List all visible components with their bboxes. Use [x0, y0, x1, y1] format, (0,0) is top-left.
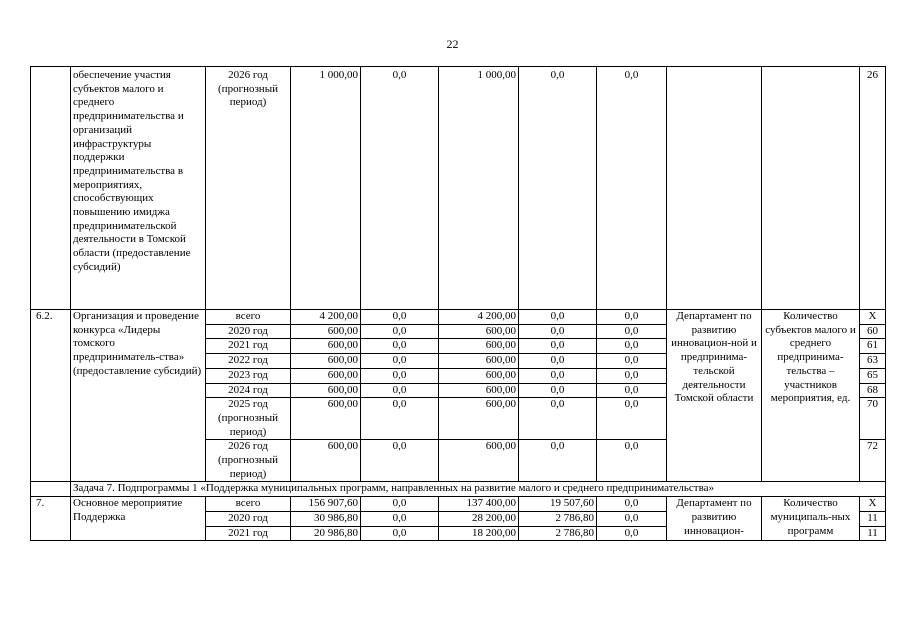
executor-cell: Департамент по развитию инновацион-: [667, 497, 762, 541]
local-cell: 0,0: [519, 67, 597, 310]
regional-cell: 600,00: [439, 339, 519, 354]
item-number-cell: 6.2.: [31, 310, 71, 482]
year-cell: 2026 год (прогнозный период): [206, 67, 291, 310]
extrabudget-cell: 0,0: [597, 398, 667, 440]
table-row: [31, 67, 886, 310]
local-cell: 0,0: [519, 440, 597, 482]
total-cell: 600,00: [291, 339, 361, 354]
regional-cell: 600,00: [439, 398, 519, 440]
indicator-value-cell: 11: [860, 526, 886, 541]
local-cell: 19 507,60: [519, 497, 597, 512]
year-cell: всего: [206, 497, 291, 512]
indicator-value-cell: X: [860, 310, 886, 325]
extrabudget-cell: 0,0: [597, 354, 667, 369]
total-cell: 30 986,80: [291, 511, 361, 526]
regional-cell: 18 200,00: [439, 526, 519, 541]
total-cell: 600,00: [291, 440, 361, 482]
extrabudget-cell: 0,0: [597, 497, 667, 512]
local-cell: 0,0: [519, 339, 597, 354]
page-number: 22: [446, 37, 459, 51]
indicator-value-cell: 63: [860, 354, 886, 369]
federal-cell: 0,0: [361, 526, 439, 541]
extrabudget-cell: 0,0: [597, 324, 667, 339]
federal-cell: 0,0: [361, 310, 439, 325]
regional-cell: 28 200,00: [439, 511, 519, 526]
item-name-cell: Организация и проведение конкурса «Лидеры томского предприниматель-ства» (предоставление субсидий): [71, 310, 206, 482]
year-cell: 2021 год: [206, 339, 291, 354]
federal-cell: 0,0: [361, 354, 439, 369]
regional-cell: 600,00: [439, 368, 519, 383]
local-cell: 0,0: [519, 310, 597, 325]
total-cell: 156 907,60: [291, 497, 361, 512]
item-name-cell: Основное мероприятие Поддержка: [71, 497, 206, 541]
indicator-cell: Количество муниципаль-ных программ: [762, 497, 860, 541]
extrabudget-cell: 0,0: [597, 368, 667, 383]
regional-cell: 600,00: [439, 383, 519, 398]
year-cell: 2021 год: [206, 526, 291, 541]
task-heading-cell: [31, 482, 71, 497]
regional-cell: 4 200,00: [439, 310, 519, 325]
regional-cell: 1 000,00: [439, 67, 519, 310]
regional-cell: 600,00: [439, 324, 519, 339]
federal-cell: 0,0: [361, 324, 439, 339]
total-cell: 600,00: [291, 354, 361, 369]
extrabudget-cell: 0,0: [597, 339, 667, 354]
federal-cell: 0,0: [361, 398, 439, 440]
local-cell: 0,0: [519, 368, 597, 383]
local-cell: 2 786,80: [519, 526, 597, 541]
table-row: [31, 310, 886, 325]
table-row: [31, 482, 886, 497]
indicator-value-cell: X: [860, 497, 886, 512]
indicator-value-cell: 26: [860, 67, 886, 310]
executor-cell: Департамент по развитию инновацион-ной и предпринима-тельской деятельности Томской области: [667, 310, 762, 482]
indicator-value-cell: 60: [860, 324, 886, 339]
total-cell: 20 986,80: [291, 526, 361, 541]
executor-cell: [667, 67, 762, 310]
indicator-value-cell: 61: [860, 339, 886, 354]
extrabudget-cell: 0,0: [597, 440, 667, 482]
local-cell: 0,0: [519, 354, 597, 369]
indicator-value-cell: 11: [860, 511, 886, 526]
indicator-cell: [762, 67, 860, 310]
extrabudget-cell: 0,0: [597, 526, 667, 541]
federal-cell: 0,0: [361, 440, 439, 482]
regional-cell: 137 400,00: [439, 497, 519, 512]
regional-cell: 600,00: [439, 354, 519, 369]
extrabudget-cell: 0,0: [597, 67, 667, 310]
year-cell: 2023 год: [206, 368, 291, 383]
total-cell: 600,00: [291, 368, 361, 383]
total-cell: 1 000,00: [291, 67, 361, 310]
indicator-cell: Количество субъектов малого и среднего предпринима-тельства – участников мероприятия, ед.: [762, 310, 860, 482]
local-cell: 0,0: [519, 324, 597, 339]
year-cell: 2024 год: [206, 383, 291, 398]
indicator-value-cell: 68: [860, 383, 886, 398]
indicator-value-cell: 65: [860, 368, 886, 383]
table-row: [31, 497, 886, 512]
program-table: [30, 66, 886, 541]
local-cell: 2 786,80: [519, 511, 597, 526]
total-cell: 600,00: [291, 383, 361, 398]
total-cell: 600,00: [291, 324, 361, 339]
item-number-cell: 7.: [31, 497, 71, 541]
year-cell: 2026 год (прогнозный период): [206, 440, 291, 482]
federal-cell: 0,0: [361, 368, 439, 383]
federal-cell: 0,0: [361, 67, 439, 310]
year-cell: 2025 год (прогнозный период): [206, 398, 291, 440]
extrabudget-cell: 0,0: [597, 511, 667, 526]
year-cell: 2020 год: [206, 324, 291, 339]
federal-cell: 0,0: [361, 383, 439, 398]
item-name-cell: обеспечение участия субъектов малого и среднего предпринимательства и организаций инфраструктуры поддержки предпринимательства в мероприятиях, способствующих повышению имиджа предпринимательской деятельности в Томской области (предоставление субсидий): [71, 67, 206, 310]
year-cell: 2022 год: [206, 354, 291, 369]
year-cell: 2020 год: [206, 511, 291, 526]
total-cell: 4 200,00: [291, 310, 361, 325]
task-heading: Задача 7. Подпрограммы 1 «Поддержка муниципальных программ, направленных на развитие малого и среднего предпринимательства»: [71, 482, 886, 497]
total-cell: 600,00: [291, 398, 361, 440]
indicator-value-cell: 72: [860, 440, 886, 482]
local-cell: 0,0: [519, 383, 597, 398]
year-cell: всего: [206, 310, 291, 325]
regional-cell: 600,00: [439, 440, 519, 482]
extrabudget-cell: 0,0: [597, 310, 667, 325]
indicator-value-cell: 70: [860, 398, 886, 440]
local-cell: 0,0: [519, 398, 597, 440]
federal-cell: 0,0: [361, 497, 439, 512]
item-number-cell: [31, 67, 71, 310]
federal-cell: 0,0: [361, 511, 439, 526]
federal-cell: 0,0: [361, 339, 439, 354]
extrabudget-cell: 0,0: [597, 383, 667, 398]
